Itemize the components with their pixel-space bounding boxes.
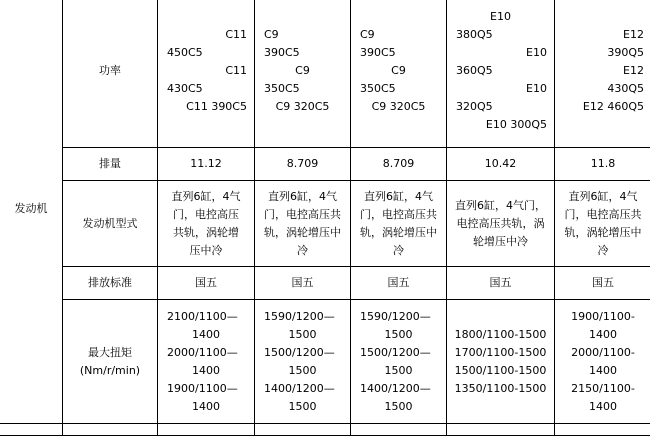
power-line: C9 320C5 bbox=[258, 98, 347, 116]
power-line: C9 bbox=[354, 26, 443, 44]
engine-type-cell bbox=[555, 181, 650, 267]
engine-type-cell bbox=[351, 181, 447, 267]
emission-cell: 国五 bbox=[447, 267, 555, 300]
power-line: E12 bbox=[558, 62, 648, 80]
engine-type-line: 直列6缸，4气 bbox=[258, 188, 347, 206]
torque-line: 2000/1100— bbox=[161, 344, 251, 362]
row-next bbox=[0, 424, 650, 436]
engine-type-line: 共轨，涡轮增 bbox=[161, 224, 251, 242]
engine-type-line: 直列6缸，4气 bbox=[161, 188, 251, 206]
row-engine-type bbox=[0, 181, 650, 267]
torque-line: 1400 bbox=[558, 362, 648, 380]
power-line: 430Q5 bbox=[558, 80, 648, 98]
torque-line: 1500/1200— bbox=[258, 344, 347, 362]
engine-type-line: 直列6缸，4气 bbox=[354, 188, 443, 206]
power-cell bbox=[351, 0, 447, 148]
torque-line: 1400/1200— bbox=[258, 380, 347, 398]
torque-line: 1500/1100-1500 bbox=[450, 362, 551, 380]
engine-type-line: 压中冷 bbox=[161, 242, 251, 260]
power-line: 360Q5 bbox=[450, 62, 551, 80]
engine-type-line: 直列6缸，4气门， bbox=[450, 197, 551, 215]
torque-line: 1400 bbox=[161, 362, 251, 380]
engine-type-line: 门，电控高压 bbox=[161, 206, 251, 224]
torque-unit: (Nm/r/min) bbox=[66, 362, 154, 380]
power-line: E12 bbox=[558, 26, 648, 44]
power-line: C9 320C5 bbox=[354, 98, 443, 116]
torque-line: 1500/1200— bbox=[354, 344, 443, 362]
engine-type-line: 门，电控高压共 bbox=[258, 206, 347, 224]
power-line: 320Q5 bbox=[450, 98, 551, 116]
power-line: C11 bbox=[161, 26, 251, 44]
torque-line: 1400 bbox=[161, 398, 251, 416]
engine-type-line: 门，电控高压共 bbox=[558, 206, 648, 224]
power-line: C9 bbox=[258, 62, 347, 80]
engine-type-cell bbox=[255, 181, 351, 267]
engine-type-line: 冷 bbox=[558, 242, 648, 260]
torque-line: 1400 bbox=[558, 326, 648, 344]
torque-cell bbox=[158, 300, 255, 424]
power-line: 450C5 bbox=[161, 44, 251, 62]
torque-line: 1800/1100-1500 bbox=[450, 326, 551, 344]
torque-line: 1400/1200— bbox=[354, 380, 443, 398]
engine-type-line: 冷 bbox=[354, 242, 443, 260]
torque-line: 1500 bbox=[258, 362, 347, 380]
engine-type-line: 电控高压共轨，涡 bbox=[450, 215, 551, 233]
torque-line: 1700/1100-1500 bbox=[450, 344, 551, 362]
power-line: 350C5 bbox=[354, 80, 443, 98]
torque-line: 1500 bbox=[354, 326, 443, 344]
displacement-cell: 8.709 bbox=[351, 148, 447, 181]
label-power: 功率 bbox=[63, 0, 158, 148]
power-line: 350C5 bbox=[258, 80, 347, 98]
torque-line: 1900/1100- bbox=[558, 308, 648, 326]
power-line: E12 460Q5 bbox=[558, 98, 648, 116]
power-line: 390C5 bbox=[258, 44, 347, 62]
power-cell bbox=[158, 0, 255, 148]
torque-line: 1500 bbox=[354, 362, 443, 380]
torque-line: 1400 bbox=[161, 326, 251, 344]
power-line: E10 bbox=[450, 44, 551, 62]
torque-line: 1500 bbox=[258, 398, 347, 416]
torque-line: 2000/1100- bbox=[558, 344, 648, 362]
power-cell bbox=[447, 0, 555, 148]
label-torque bbox=[63, 300, 158, 424]
power-cell bbox=[255, 0, 351, 148]
torque-line: 1500 bbox=[258, 326, 347, 344]
torque-cell bbox=[555, 300, 650, 424]
torque-line: 1900/1100— bbox=[161, 380, 251, 398]
engine-type-line: 轨，涡轮增压中 bbox=[558, 224, 648, 242]
torque-line: 1500 bbox=[354, 398, 443, 416]
emission-cell: 国五 bbox=[255, 267, 351, 300]
torque-cell bbox=[351, 300, 447, 424]
emission-cell: 国五 bbox=[158, 267, 255, 300]
row-torque bbox=[0, 300, 650, 424]
row-emission bbox=[0, 267, 650, 300]
power-line: 430C5 bbox=[161, 80, 251, 98]
torque-line: 1590/1200— bbox=[258, 308, 347, 326]
power-line: C11 bbox=[161, 62, 251, 80]
engine-type-line: 门，电控高压共 bbox=[354, 206, 443, 224]
displacement-cell: 10.42 bbox=[447, 148, 555, 181]
group-label-engine: 发动机 bbox=[0, 0, 63, 424]
torque-line: 2150/1100- bbox=[558, 380, 648, 398]
power-line: E10 bbox=[450, 8, 551, 26]
engine-type-line: 轨，涡轮增压中 bbox=[258, 224, 347, 242]
displacement-cell: 8.709 bbox=[255, 148, 351, 181]
torque-line: 2100/1100— bbox=[161, 308, 251, 326]
emission-cell: 国五 bbox=[351, 267, 447, 300]
power-line: C9 bbox=[258, 26, 347, 44]
engine-type-line: 直列6缸，4气 bbox=[558, 188, 648, 206]
engine-type-line: 轮增压中冷 bbox=[450, 233, 551, 251]
power-line: E10 bbox=[450, 80, 551, 98]
label-emission: 排放标准 bbox=[63, 267, 158, 300]
power-line: E10 300Q5 bbox=[450, 116, 551, 134]
torque-line: 1400 bbox=[558, 398, 648, 416]
row-power bbox=[0, 0, 650, 148]
label-displacement: 排量 bbox=[63, 148, 158, 181]
torque-cell bbox=[447, 300, 555, 424]
torque-label: 最大扭矩 bbox=[66, 344, 154, 362]
power-cell bbox=[555, 0, 650, 148]
row-displacement bbox=[0, 148, 650, 181]
engine-type-line: 轨，涡轮增压中 bbox=[354, 224, 443, 242]
torque-line: 1590/1200— bbox=[354, 308, 443, 326]
engine-type-cell bbox=[158, 181, 255, 267]
power-line: C9 bbox=[354, 62, 443, 80]
power-line: 390Q5 bbox=[558, 44, 648, 62]
displacement-cell: 11.8 bbox=[555, 148, 650, 181]
engine-type-line: 冷 bbox=[258, 242, 347, 260]
power-line: C11 390C5 bbox=[161, 98, 251, 116]
power-line: 380Q5 bbox=[450, 26, 551, 44]
label-engine-type: 发动机型式 bbox=[63, 181, 158, 267]
engine-type-cell bbox=[447, 181, 555, 267]
torque-line: 1350/1100-1500 bbox=[450, 380, 551, 398]
emission-cell: 国五 bbox=[555, 267, 650, 300]
power-line: 390C5 bbox=[354, 44, 443, 62]
displacement-cell: 11.12 bbox=[158, 148, 255, 181]
torque-cell bbox=[255, 300, 351, 424]
